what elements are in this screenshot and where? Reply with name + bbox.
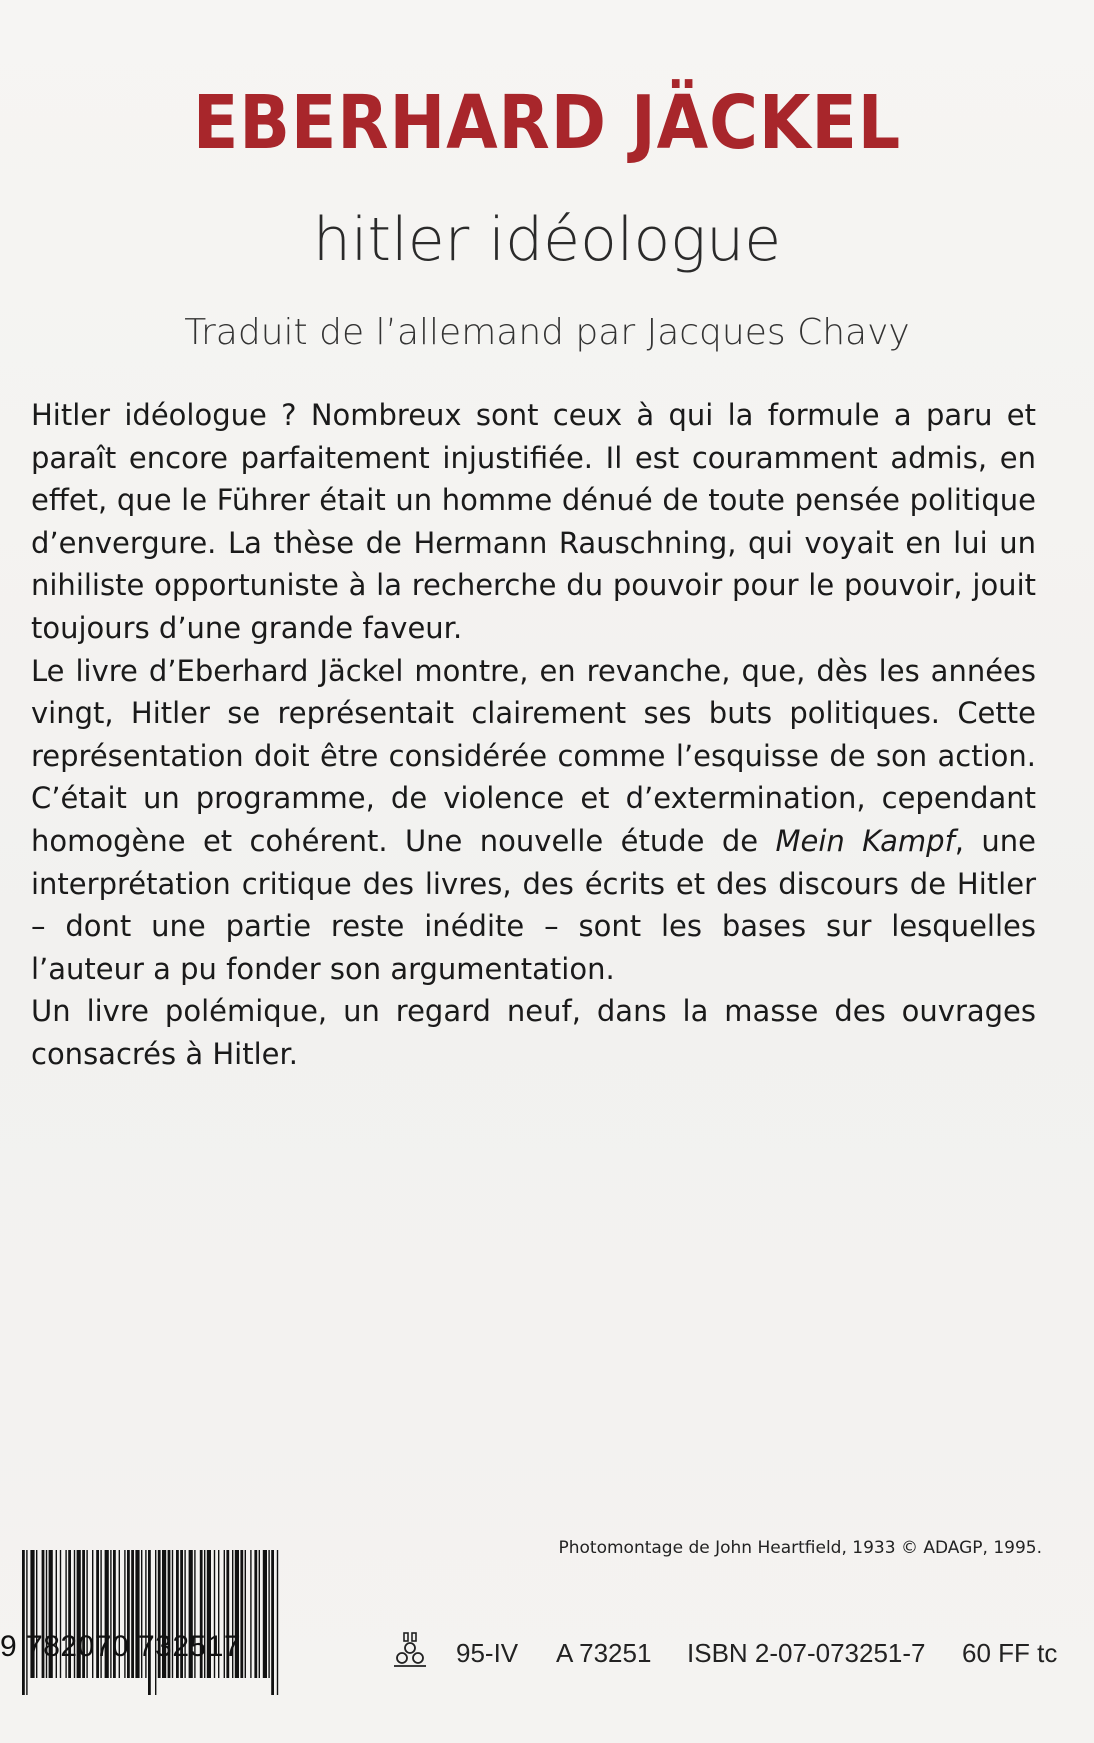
book-reference-mein-kampf: Mein Kampf xyxy=(775,823,955,858)
author-name: EBERHARD JÄCKEL xyxy=(192,80,902,166)
blurb-text xyxy=(31,394,1036,1076)
blurb-paragraph-3: Un livre polémique, un regard neuf, dans la masse des ouvrages consacrés à Hitler. xyxy=(31,994,1036,1071)
translator-line: Traduit de l’allemand par Jacques Chavy xyxy=(184,312,910,353)
photo-credit: Photomontage de John Heartfield, 1933 © ADAGP, 1995. xyxy=(558,1538,1042,1558)
blurb-paragraph-2-start: Le livre d’Eberhard Jäckel montre, en revanche, que, dès les années vingt, Hitler se représentait clairement ses buts politiques. Cette représentation doit être considérée comme l’esquisse de son action. C’était un programme, de violence et d’extermination, cependant homogène et cohérent. Une nouvelle étude de xyxy=(31,653,1036,858)
print-code: 95-IV xyxy=(456,1638,519,1668)
book-title: hitler idéologue xyxy=(312,205,782,275)
blurb-paragraph-1: Hitler idéologue ? Nombreux sont ceux à qui la formule a paru et paraît encore parfaitement injustifiée. Il est couramment admis, en effet, que le Führer était un homme dénué de toute pensée politique d’envergure. La thèse de Hermann Rauschning, qui voyait en lui un nihiliste opportuniste à la recherche du pouvoir pour le pouvoir, jouit toujours d’une grande faveur. xyxy=(31,398,1036,645)
isbn: ISBN 2-07-073251-7 xyxy=(687,1638,926,1668)
blurb-paragraph-2-end: , une interprétation critique des livres, des écrits et des discours de Hitler – dont une partie reste inédite – sont les bases sur lesquelles l’auteur a pu fonder son argumentation. xyxy=(31,823,1036,986)
barcode-digits: 9 782070 732517 xyxy=(0,1630,242,1663)
price: 60 FF tc xyxy=(962,1638,1058,1668)
blurb-paragraph-2 xyxy=(31,650,1036,991)
catalog-ref: A 73251 xyxy=(556,1638,652,1668)
footer-info xyxy=(0,1638,1094,1678)
